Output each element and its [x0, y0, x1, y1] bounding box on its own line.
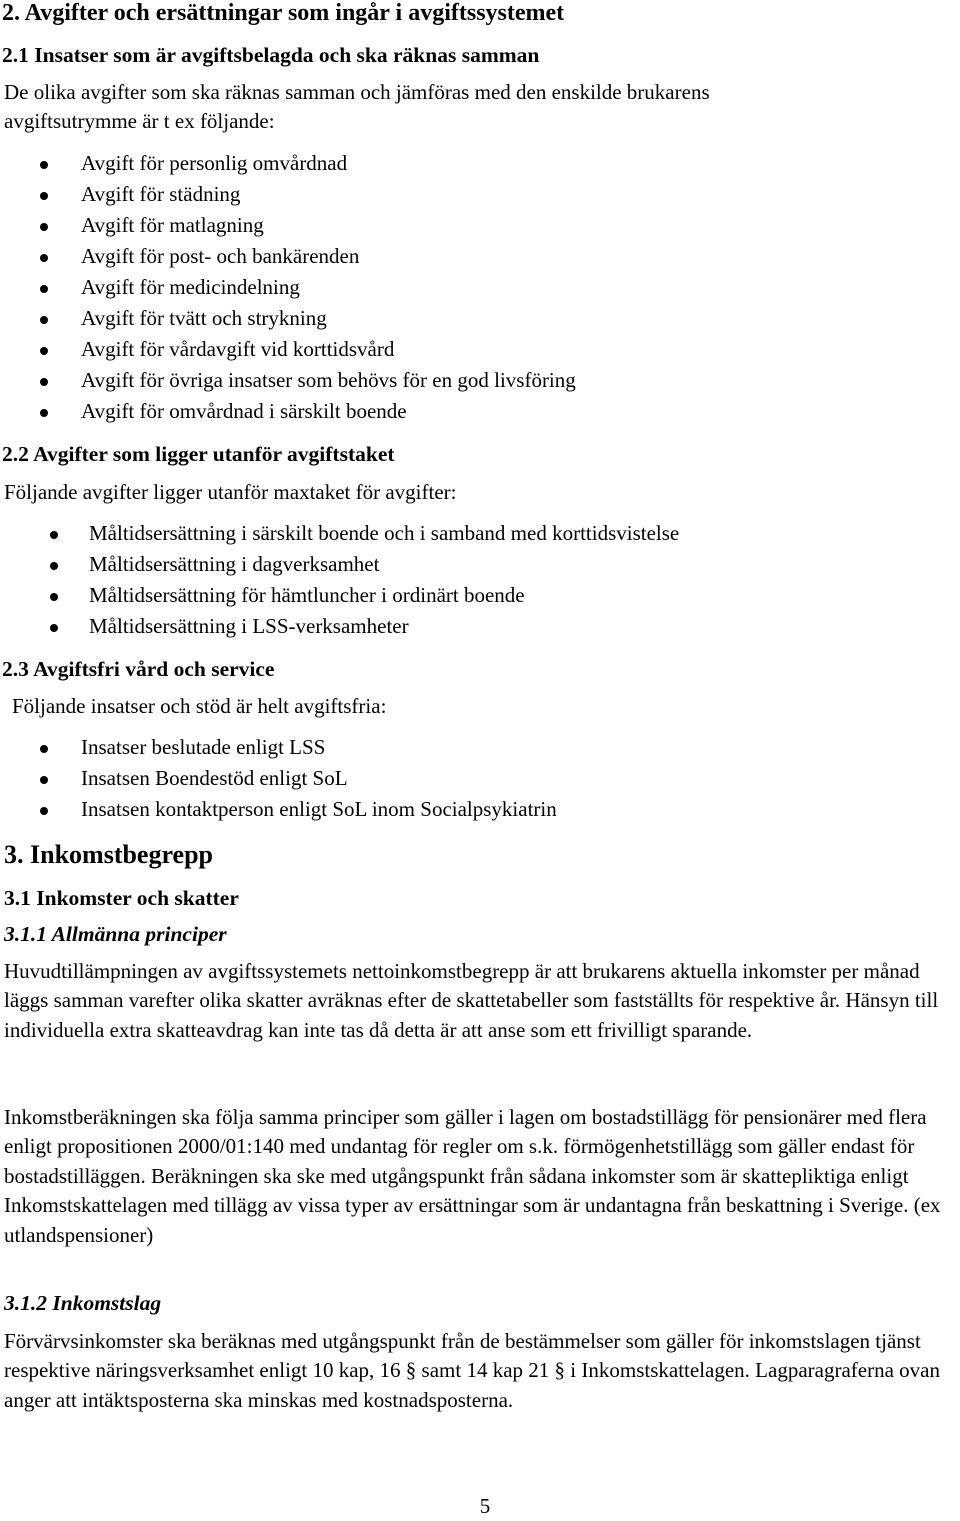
list-item: Avgift för omvårdnad i särskilt boende	[81, 399, 407, 423]
page-number: 5	[479, 1494, 491, 1518]
list-item: Måltidsersättning i särskilt boende och i samband med korttidsvistelse	[89, 521, 680, 545]
list-item: Måltidsersättning för hämtluncher i ordinärt boende	[89, 583, 525, 607]
bullet-icon	[40, 254, 48, 262]
section-2-1-intro-line2: avgiftsutrymme är t ex följande:	[4, 109, 275, 133]
bullet-icon	[40, 316, 48, 324]
list-item: Avgift för städning	[81, 182, 241, 206]
bullet-icon	[40, 807, 48, 815]
section-3-1-heading: 3.1 Inkomster och skatter	[4, 886, 239, 910]
bullet-icon	[40, 409, 48, 417]
list-item: Insatsen Boendestöd enligt SoL	[81, 766, 348, 790]
section-2-2-intro: Följande avgifter ligger utanför maxtaket för avgifter:	[4, 480, 457, 504]
list-item: Insatser beslutade enligt LSS	[81, 735, 326, 759]
bullet-icon	[50, 562, 58, 570]
bullet-icon	[50, 624, 58, 632]
section-3-1-1-paragraph-2: Inkomstberäkningen ska följa samma principer som gäller i lagen om bostadstillägg för pensionärer med flera enligt propositionen 2000/01:140 med undantag för regler om s.k. förmögenhetstillägg som gäller endast för bostadstilläggen. Beräkningen ska ske med utgångspunkt från sådana inkomster som är skattepliktiga enligt Inkomstskattelagen med tillägg av vissa typer av ersättningar som är undantagna från beskattning i Sverige. (ex utlandspensioner)	[4, 1105, 941, 1247]
section-3-1-1-paragraph-1: Huvudtillämpningen av avgiftssystemets nettoinkomstbegrepp är att brukarens aktuella inkomster per månad läggs samman varefter olika skatter avräknas efter de skattetabeller som fastställts för respektive år. Hänsyn till individuella extra skatteavdrag kan inte tas då detta är att anse som ett frivilligt sparande.	[4, 959, 939, 1042]
section-2-1-heading: 2.1 Insatser som är avgiftsbelagda och ska räknas samman	[2, 43, 540, 67]
list-item: Måltidsersättning i LSS-verksamheter	[89, 614, 409, 638]
list-item: Avgift för övriga insatser som behövs för en god livsföring	[81, 368, 576, 392]
bullet-icon	[40, 285, 48, 293]
list-item: Insatsen kontaktperson enligt SoL inom Socialpsykiatrin	[81, 797, 557, 821]
bullet-icon	[40, 223, 48, 231]
list-item: Avgift för medicindelning	[81, 275, 300, 299]
list-item: Avgift för vårdavgift vid korttidsvård	[81, 337, 395, 361]
bullet-icon	[40, 776, 48, 784]
section-2-3-intro: Följande insatser och stöd är helt avgiftsfria:	[12, 694, 387, 718]
bullet-icon	[50, 593, 58, 601]
section-2-3-heading: 2.3 Avgiftsfri vård och service	[2, 657, 275, 681]
bullet-icon	[40, 192, 48, 200]
section-3-1-2-heading: 3.1.2 Inkomstslag	[4, 1291, 162, 1315]
section-2-2-heading: 2.2 Avgifter som ligger utanför avgiftstaket	[2, 442, 395, 466]
bullet-icon	[50, 531, 58, 539]
section-2-1-intro-line1: De olika avgifter som ska räknas samman och jämföras med den enskilde brukarens	[4, 80, 710, 104]
section-3-1-2-paragraph-1: Förvärvsinkomster ska beräknas med utgångspunkt från de bestämmelser som gäller för inkomstslagen tjänst respektive näringsverksamhet enligt 10 kap, 16 § samt 14 kap 21 § i Inkomstskattelagen. Lagparagraferna ovan anger att intäktsposterna ska minskas med kostnadsposterna.	[4, 1329, 940, 1412]
bullet-icon	[40, 161, 48, 169]
bullet-icon	[40, 378, 48, 386]
list-item: Måltidsersättning i dagverksamhet	[89, 552, 380, 576]
list-item: Avgift för tvätt och strykning	[81, 306, 327, 330]
list-item: Avgift för matlagning	[81, 213, 264, 237]
section-3-heading: 3. Inkomstbegrepp	[4, 840, 214, 869]
bullet-icon	[40, 745, 48, 753]
list-item: Avgift för post- och bankärenden	[81, 244, 360, 268]
section-3-1-1-heading: 3.1.1 Allmänna principer	[4, 922, 227, 946]
bullet-icon	[40, 347, 48, 355]
section-2-heading: 2. Avgifter och ersättningar som ingår i avgiftssystemet	[2, 0, 565, 26]
list-item: Avgift för personlig omvårdnad	[81, 151, 348, 175]
